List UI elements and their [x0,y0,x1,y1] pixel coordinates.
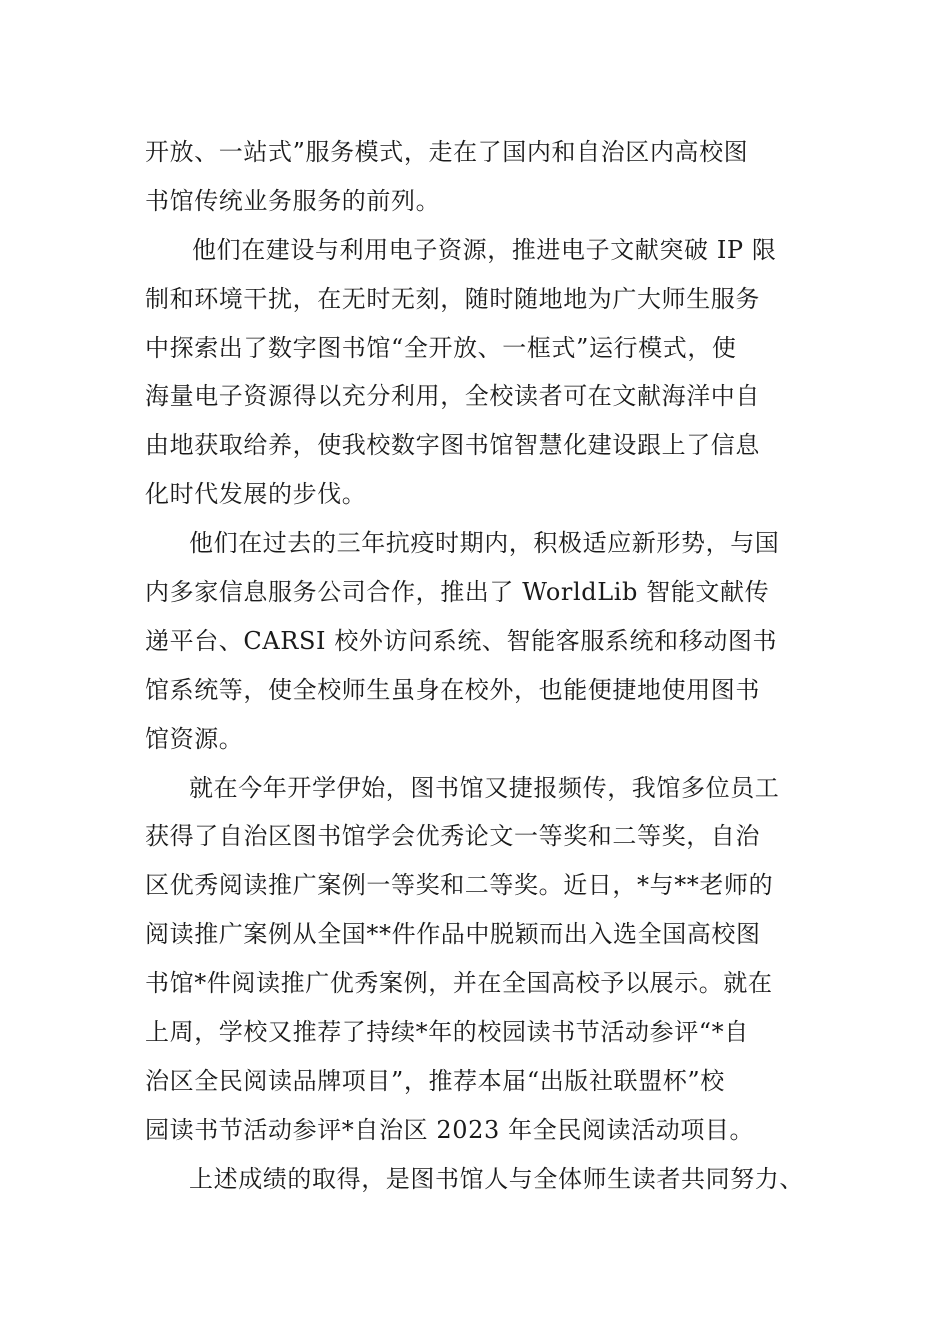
text-line: 治区全民阅读品牌项目”，推荐本届“出版社联盟杯”校 [145,1066,725,1095]
text-line: 区优秀阅读推广案例一等奖和二等奖。近日，*与**老师的 [145,871,774,900]
text-line: 阅读推广案例从全国**件作品中脱颖而出入选全国高校图 [145,920,761,949]
text-line: 海量电子资源得以充分利用，全校读者可在文献海洋中自 [145,382,760,411]
paragraph-start-line: 上述成绩的取得，是图书馆人与全体师生读者共同努力、 [189,1164,804,1193]
text-line: 馆系统等，使全校师生虽身在校外，也能便捷地使用图书 [145,675,760,704]
text-line: 开放、一站式”服务模式，走在了国内和自治区内高校图 [145,138,749,166]
text-line: 获得了自治区图书馆学会优秀论文一等奖和二等奖，自治 [145,822,760,851]
body-text [145,128,825,1204]
paragraph-start-line: 他们在建设与利用电子资源，推进电子文献突破 IP 限 [192,235,777,264]
paragraph-start-line: 他们在过去的三年抗疫时期内，积极适应新形势，与国 [189,529,780,558]
text-line: 内多家信息服务公司合作，推出了 WorldLib 智能文献传 [145,578,770,607]
text-line: 馆资源。 [145,724,244,753]
text-line: 上周，学校又推荐了持续*年的校园读书节活动参评“*自 [145,1018,749,1047]
text-line: 递平台、CARSI 校外访问系统、智能客服系统和移动图书 [145,626,778,655]
text-line: 园读书节活动参评*自治区 2023 年全民阅读活动项目。 [145,1115,755,1144]
text-line: 书馆*件阅读推广优秀案例，并在全国高校予以展示。就在 [145,969,773,998]
text-line: 由地获取给养，使我校数字图书馆智慧化建设跟上了信息 [145,431,760,460]
paragraph-start-line: 就在今年开学伊始，图书馆又捷报频传，我馆多位员工 [189,773,780,802]
text-line: 化时代发展的步伐。 [145,480,367,509]
text-line: 中探索出了数字图书馆“全开放、一框式”运行模式，使 [145,333,737,362]
text-line: 制和环境干扰，在无时无刻，随时随地地为广大师生服务 [145,284,760,313]
text-line: 书馆传统业务服务的前列。 [145,186,441,215]
